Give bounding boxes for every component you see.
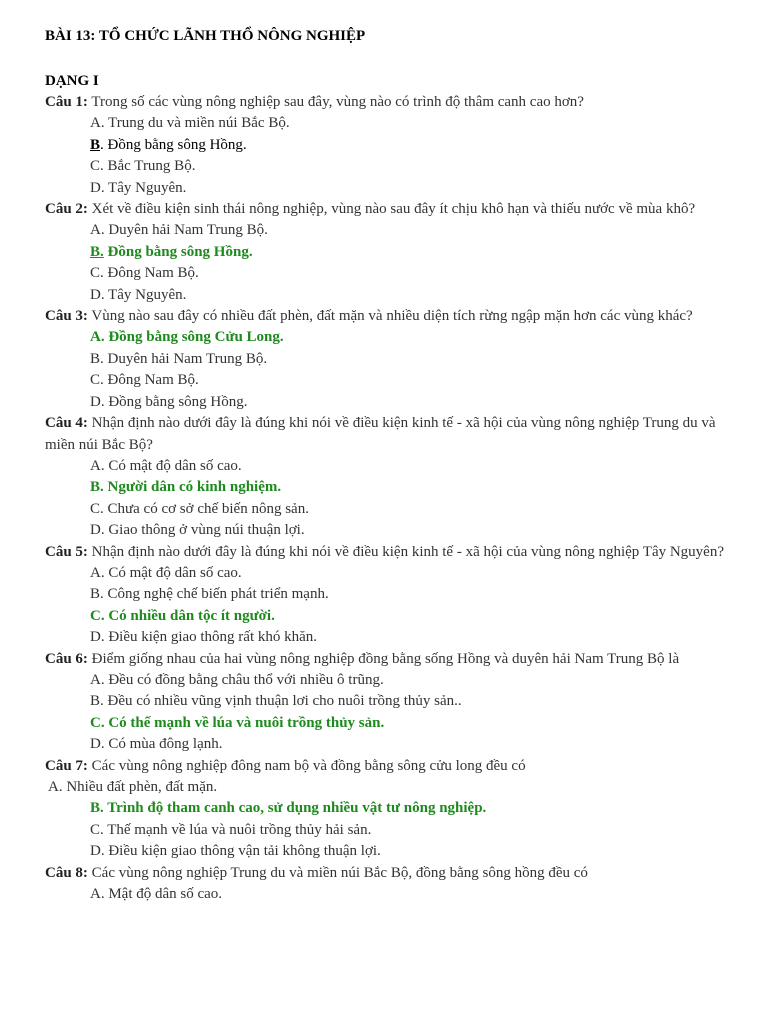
question-label: Câu 3: <box>45 308 88 325</box>
section-heading: DẠNG I <box>45 73 99 89</box>
option-a: A. Đều có đồng bằng châu thổ với nhiều ô trũng. <box>90 671 384 688</box>
option-a: A. Có mật độ dân số cao. <box>90 457 242 474</box>
option-b: B. Công nghệ chế biến phát triển mạnh. <box>90 586 329 603</box>
question-label: Câu 7: <box>45 757 88 774</box>
option-a: A. Có mật độ dân số cao. <box>90 564 242 581</box>
question-1 <box>45 92 725 113</box>
question-label: Câu 2: <box>45 201 88 218</box>
worksheet <box>45 26 725 905</box>
option-d: D. Tây Nguyên. <box>90 179 187 196</box>
option-d: D. Tây Nguyên. <box>90 286 187 303</box>
option-d: D. Giao thông ở vùng núi thuận lợi. <box>90 522 305 539</box>
option-b: B. Duyên hải Nam Trung Bộ. <box>90 350 268 367</box>
option-b-correct: B. Trình độ tham canh cao, sử dụng nhiều vật tư nông nghiệp. <box>90 800 487 817</box>
option-b-correct: B. Người dân có kinh nghiệm. <box>90 479 282 496</box>
question-5 <box>45 542 725 563</box>
question-text: Nhận định nào dưới đây là đúng khi nói về điều kiện kinh tế - xã hội của vùng nông nghiệp Tây Nguyên? <box>87 543 724 560</box>
option-c-correct: C. Có nhiều dân tộc ít người. <box>90 607 275 624</box>
question-text: Các vùng nông nghiệp Trung du và miền núi Bắc Bộ, đồng bằng sông hồng đều có <box>87 864 588 881</box>
question-label: Câu 4: <box>45 415 88 432</box>
option-a: A. Duyên hải Nam Trung Bộ. <box>90 222 268 239</box>
question-6 <box>45 649 725 670</box>
option-c: C. Chưa có cơ sở chế biến nông sản. <box>90 500 309 517</box>
option-a-correct: A. Đồng bằng sông Cửu Long. <box>90 329 284 346</box>
option-b-correct <box>45 242 725 263</box>
option-b <box>45 135 725 156</box>
option-d: D. Đồng bằng sông Hồng. <box>90 393 248 410</box>
option-letter-underlined: B <box>90 136 101 153</box>
option-text: Đồng bằng sông Hồng. <box>103 243 253 260</box>
option-letter-underlined: B. <box>90 243 104 260</box>
question-label: Câu 5: <box>45 543 88 560</box>
option-a: A. Trung du và miền núi Bắc Bộ. <box>90 115 290 132</box>
option-d: D. Điều kiện giao thông rất khó khăn. <box>90 629 318 646</box>
option-c: C. Bắc Trung Bộ. <box>90 158 196 175</box>
option-a: A. Mật độ dân số cao. <box>90 886 223 903</box>
option-text: . Đồng bằng sông Hồng. <box>100 136 247 153</box>
question-text: Trong số các vùng nông nghiệp sau đây, vùng nào có trình độ thâm canh cao hơn? <box>87 94 584 110</box>
question-3 <box>45 306 725 327</box>
question-label: Câu 1: <box>45 94 88 110</box>
question-7 <box>45 756 725 777</box>
question-text: Nhận định nào dưới đây là đúng khi nói về điều kiện kinh tế - xã hội của vùng nông nghiệp Trung du và miền núi Bắc Bộ? <box>45 415 716 453</box>
question-text: Các vùng nông nghiệp đông nam bộ và đồng bằng sông cửu long đều có <box>87 757 526 774</box>
option-c: C. Đông Nam Bộ. <box>90 372 199 389</box>
lesson-title: BÀI 13: TỔ CHỨC LÃNH THỔ NÔNG NGHIỆP <box>45 28 366 44</box>
option-a: A. Nhiều đất phèn, đất mặn. <box>48 779 218 795</box>
option-c-correct: C. Có thế mạnh về lúa và nuôi trồng thủy sản. <box>90 714 385 731</box>
question-label: Câu 6: <box>45 650 88 667</box>
question-8 <box>45 863 725 884</box>
option-c: C. Đông Nam Bộ. <box>90 265 199 282</box>
question-2 <box>45 199 725 220</box>
question-text: Điểm giống nhau của hai vùng nông nghiệp đồng bằng sống Hồng và duyên hải Nam Trung Bộ là <box>87 650 680 667</box>
option-d: D. Có mùa đông lạnh. <box>90 736 223 753</box>
question-text: Xét về điều kiện sinh thái nông nghiệp, vùng nào sau đây ít chịu khô hạn và thiếu nước về mùa khô? <box>87 201 696 218</box>
option-d: D. Điều kiện giao thông vận tải không thuận lợi. <box>90 843 381 860</box>
question-4 <box>45 413 725 456</box>
option-b: B. Đều có nhiều vũng vịnh thuận lơi cho nuôi trồng thủy sản.. <box>90 693 462 710</box>
question-label: Câu 8: <box>45 864 88 881</box>
question-text: Vùng nào sau đây có nhiều đất phèn, đất mặn và nhiều diện tích rừng ngập mặn hơn các vùng khác? <box>87 308 693 325</box>
option-c: C. Thế mạnh về lúa và nuôi trồng thủy hải sản. <box>90 821 372 838</box>
